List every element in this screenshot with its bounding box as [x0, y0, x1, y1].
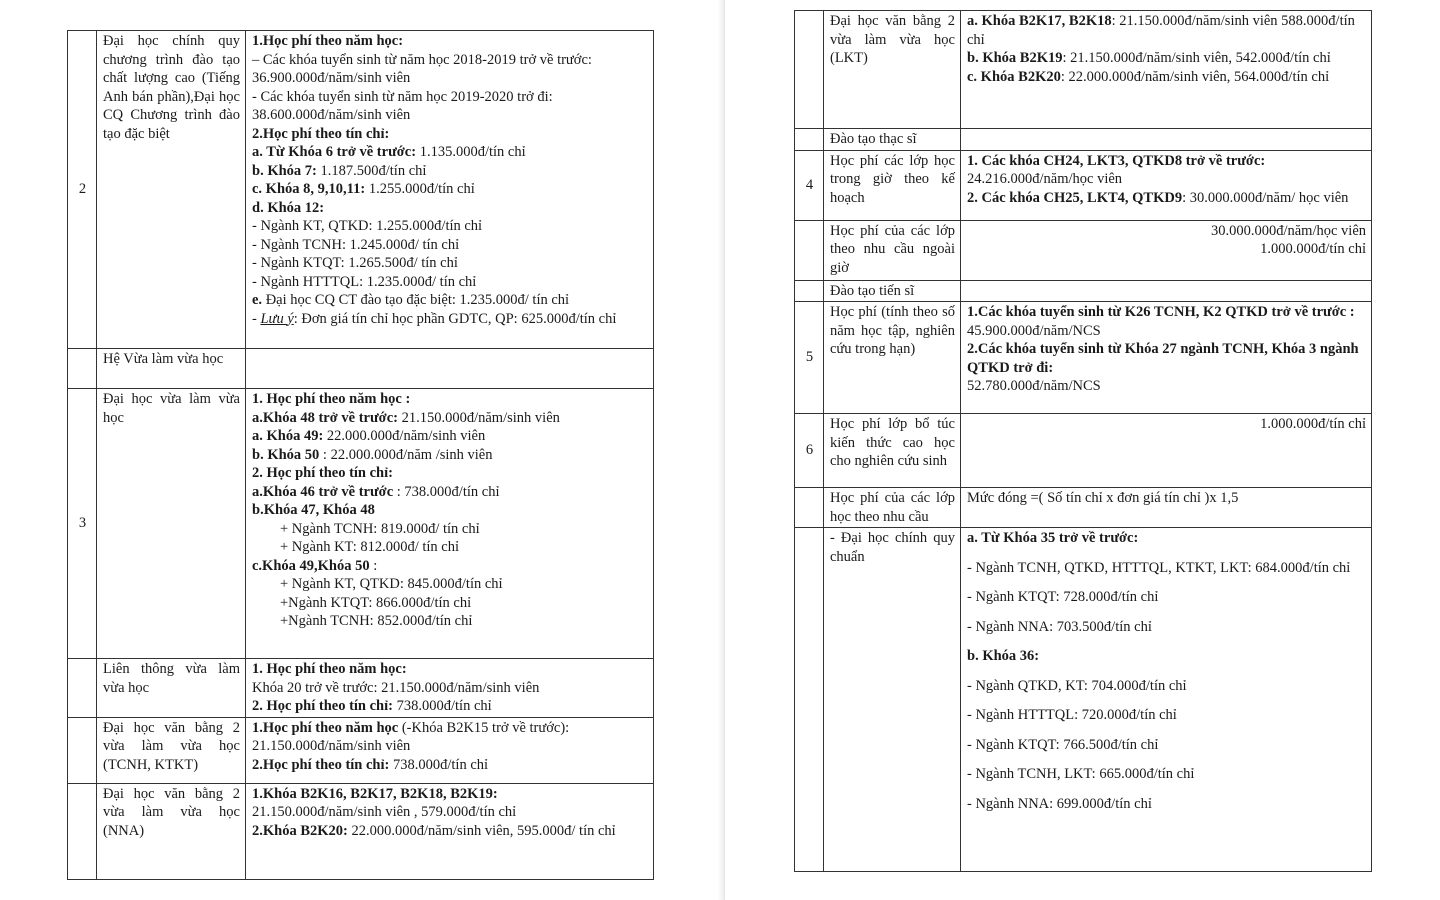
fee-line-text: : Đơn giá tín chỉ học phần GDTC, QP: 625.000đ/tín chỉ	[293, 310, 617, 327]
fee-detail-cell	[246, 783, 654, 879]
fee-line	[967, 340, 1366, 377]
fee-table-row	[795, 488, 1372, 528]
program-name-cell: Học phí của các lớp theo nhu cầu ngoài giờ	[824, 220, 961, 280]
fee-line-text: - Ngành NNA: 699.000đ/tín chỉ	[967, 795, 1152, 812]
fee-line-text: 1.000.000đ/tín chỉ	[1260, 416, 1366, 432]
fee-line	[252, 236, 648, 255]
fee-line-label: e.	[252, 292, 263, 308]
fee-line	[252, 697, 648, 716]
fee-line-text: 1.Khóa B2K16, B2K17, B2K18, B2K19:	[252, 785, 498, 802]
fee-line-label: 1.Học phí theo năm học	[252, 719, 399, 736]
fee-line	[252, 483, 648, 502]
fee-line	[252, 756, 648, 775]
fee-table-row	[795, 220, 1372, 280]
fee-table-row	[795, 528, 1372, 872]
fee-line-text: - Ngành KT, QTKD: 1.255.000đ/tín chỉ	[252, 218, 483, 234]
fee-line	[967, 618, 1366, 637]
fee-detail-cell	[961, 11, 1372, 129]
fee-detail-cell	[246, 659, 654, 718]
fee-line-text: : 21.150.000đ/năm/sinh viên, 542.000đ/tín chỉ	[1062, 50, 1331, 66]
fee-line	[967, 189, 1366, 208]
row-number-cell	[68, 717, 97, 783]
fee-line-text: 738.000đ/tín chỉ	[389, 756, 489, 773]
fee-line-label: a. Khóa B2K17, B2K18	[967, 13, 1112, 29]
fee-detail-cell	[961, 302, 1372, 414]
fee-line-text: 1.000.000đ/tín chỉ	[1260, 241, 1366, 257]
program-name-cell: Đại học văn bằng 2 vừa làm vừa học (TCNH, KTKT)	[97, 717, 246, 783]
row-number-cell: 3	[68, 389, 97, 659]
fee-line-text: : 22.000.000đ/năm/sinh viên, 564.000đ/tín chỉ	[1060, 68, 1330, 85]
fee-line	[252, 199, 648, 218]
fee-line-text: - Ngành KTQT: 766.500đ/tín chỉ	[967, 736, 1159, 753]
fee-line-text: 21.150.000đ/năm/sinh viên , 579.000đ/tín chỉ	[252, 804, 517, 820]
program-name-cell: Đại học văn bằng 2 vừa làm vừa học (NNA)	[97, 783, 246, 879]
fee-line	[252, 32, 648, 51]
fee-line	[252, 143, 648, 162]
row-number-cell	[68, 783, 97, 879]
fee-line-text: Mức đóng =( Số tín chỉ x đơn giá tín chỉ )x 1,5	[967, 490, 1239, 506]
fee-line-text: : 738.000đ/tín chỉ	[393, 483, 500, 500]
bullet-mark: -	[252, 310, 261, 327]
fee-line	[967, 322, 1366, 341]
fee-line	[967, 588, 1366, 607]
fee-line-label: 2.Khóa B2K20:	[252, 822, 348, 839]
fee-line-text: 1.Các khóa tuyển sinh từ K26 TCNH, K2 QTKD trở về trước :	[967, 304, 1355, 320]
fee-line	[252, 88, 648, 125]
fee-line-text: 1.135.000đ/tín chỉ	[416, 144, 526, 160]
fee-line-text: +Ngành KTQT: 866.000đ/tín chỉ	[280, 594, 472, 611]
program-name-cell: Học phí (tính theo số năm học tập, nghiên cứu trong hạn)	[824, 302, 961, 414]
right-document-page	[725, 0, 1440, 900]
fee-table-row	[68, 659, 654, 718]
fee-line	[252, 273, 648, 292]
program-name-cell: - Đại học chính quy chuẩn	[824, 528, 961, 872]
fee-line-text: - Ngành HTTTQL: 720.000đ/tín chỉ	[967, 707, 1177, 723]
fee-line-text: 22.000.000đ/năm/sinh viên, 595.000đ/ tín chỉ	[347, 822, 616, 839]
fee-line-label: d. Khóa 12:	[252, 199, 325, 216]
fee-line-text: 1.Học phí theo năm học:	[252, 33, 404, 49]
row-number-cell	[795, 528, 824, 872]
fee-line-text: 21.150.000đ/năm/sinh viên	[397, 409, 560, 426]
fee-line-label: 2.Học phí theo tín chỉ:	[252, 756, 390, 773]
fee-line-label: c.Khóa 49	[252, 557, 315, 574]
fee-line	[967, 49, 1366, 68]
fee-line-text: :	[369, 557, 378, 574]
fee-line	[252, 501, 648, 520]
row-number-cell	[795, 129, 824, 151]
fee-line	[967, 559, 1366, 578]
row-number-cell: 6	[795, 414, 824, 488]
fee-line-label: c. Khóa 8, 9,10,11:	[252, 181, 366, 197]
fee-line-text: 30.000.000đ/năm/học viên	[1210, 222, 1366, 239]
fee-line-text: – Các khóa tuyển sinh từ năm học 2018-2019 trở về trước: 36.900.000đ/năm/sinh viên	[252, 51, 592, 86]
fee-line	[967, 677, 1366, 696]
right-fee-table	[794, 10, 1372, 872]
fee-line-text: : 22.000.000đ/năm /sinh viên	[319, 446, 493, 463]
fee-line	[252, 180, 648, 199]
fee-table-row	[795, 150, 1372, 220]
fee-detail-cell	[961, 414, 1372, 488]
fee-line	[252, 409, 648, 428]
fee-line-text: - Ngành HTTTQL: 1.235.000đ/ tín chỉ	[252, 273, 477, 290]
fee-line	[967, 765, 1366, 784]
program-name-cell: Liên thông vừa làm vừa học	[97, 659, 246, 718]
fee-line-text: 45.900.000đ/năm/NCS	[967, 322, 1101, 339]
fee-line	[252, 785, 648, 804]
fee-line	[252, 822, 648, 841]
fee-line	[252, 575, 648, 594]
fee-line-text: 2.Các khóa tuyển sinh từ Khóa 27 ngành TCNH, Khóa 3 ngành QTKD trở đi:	[967, 341, 1359, 376]
fee-line	[967, 647, 1366, 666]
fee-line	[252, 719, 648, 756]
row-number-cell	[795, 280, 824, 302]
fee-line	[252, 520, 648, 539]
fee-line-text: Khóa 20 trở về trước: 21.150.000đ/năm/sinh viên	[252, 679, 540, 696]
fee-line-text: - Ngành TCNH: 1.245.000đ/ tín chỉ	[252, 236, 460, 253]
fee-detail-cell	[961, 488, 1372, 528]
program-name-cell: Học phí các lớp học trong giờ theo kế hoạch	[824, 150, 961, 220]
fee-line	[252, 660, 648, 679]
row-number-cell	[795, 488, 824, 528]
row-number-cell: 2	[68, 31, 97, 349]
fee-line-text: - Ngành KTQT: 728.000đ/tín chỉ	[967, 589, 1159, 605]
fee-line-text: - Các khóa tuyển sinh từ năm học 2019-2020 trở đi: 38.600.000đ/năm/sinh viên	[252, 88, 553, 123]
fee-line-text: 22.000.000đ/năm/sinh viên	[323, 428, 486, 444]
fee-line-text: 1. Học phí theo năm học:	[252, 661, 407, 677]
fee-line	[967, 736, 1366, 755]
fee-line	[967, 152, 1366, 171]
fee-table-row	[68, 783, 654, 879]
program-name-cell: Học phí lớp bổ túc kiến thức cao học cho nghiên cứu sinh	[824, 414, 961, 488]
fee-line-text: (-Khóa B2K15 trở về trước): 21.150.000đ/năm/sinh viên	[252, 719, 570, 754]
row-number-cell: 4	[795, 150, 824, 220]
fee-table-row	[795, 414, 1372, 488]
program-name-cell: Đại học văn bằng 2 vừa làm vừa học (LKT)	[824, 11, 961, 129]
fee-line	[252, 390, 648, 409]
note-label: Lưu ý	[260, 310, 294, 327]
fee-line	[252, 125, 648, 144]
fee-table-row	[795, 11, 1372, 129]
fee-table-row	[68, 389, 654, 659]
fee-table-row	[795, 280, 1372, 302]
program-name-cell: Đào tạo tiến sĩ	[824, 280, 961, 302]
program-name-cell: Hệ Vừa làm vừa học	[97, 349, 246, 389]
row-number-cell	[795, 11, 824, 129]
fee-line	[967, 377, 1366, 396]
fee-line	[252, 538, 648, 557]
fee-line	[252, 217, 648, 236]
fee-detail-cell	[246, 31, 654, 349]
fee-line-label: a.Khóa 48 trở về trước:	[252, 409, 398, 426]
fee-line-text: - Ngành TCNH, QTKD, HTTTQL, KTKT, LKT: 684.000đ/tín chỉ	[967, 559, 1351, 576]
fee-line	[967, 415, 1366, 434]
fee-line	[967, 489, 1366, 508]
fee-line-text: : 30.000.000đ/năm/ học viên	[1182, 189, 1349, 206]
fee-line-text: 24.216.000đ/năm/học viên	[967, 171, 1123, 187]
fee-line	[967, 303, 1366, 322]
left-fee-table	[67, 30, 654, 880]
fee-line-text: - Ngành TCNH, LKT: 665.000đ/tín chỉ	[967, 766, 1195, 782]
fee-line-text: 1.255.000đ/tín chỉ	[365, 181, 475, 197]
fee-detail-cell	[961, 280, 1372, 302]
fee-line-label: b. Khóa 7:	[252, 162, 317, 179]
fee-line	[252, 162, 648, 181]
program-name-cell: Đào tạo thạc sĩ	[824, 129, 961, 151]
fee-line	[252, 51, 648, 88]
fee-table-row	[795, 129, 1372, 151]
fee-table-row	[795, 302, 1372, 414]
fee-line-text: + Ngành KT: 812.000đ/ tín chỉ	[280, 539, 460, 555]
fee-line-label: a.Khóa 46 trở về trước	[252, 483, 394, 500]
program-name-cell: Đại học vừa làm vừa học	[97, 389, 246, 659]
fee-table-row	[68, 31, 654, 349]
fee-line	[252, 594, 648, 613]
fee-line-label: c. Khóa B2K20	[967, 68, 1061, 85]
fee-detail-cell	[246, 389, 654, 659]
fee-line	[967, 222, 1366, 241]
fee-detail-cell	[961, 528, 1372, 872]
fee-line-label: b. Khóa 50	[252, 446, 320, 463]
fee-line-text: + Ngành TCNH: 819.000đ/ tín chỉ	[280, 520, 480, 537]
program-name-cell: Học phí của các lớp học theo nhu cầu	[824, 488, 961, 528]
row-number-cell: 5	[795, 302, 824, 414]
fee-line	[967, 68, 1366, 87]
fee-line	[967, 12, 1366, 49]
fee-line	[252, 464, 648, 483]
fee-line-text: 52.780.000đ/năm/NCS	[967, 378, 1101, 394]
row-number-cell	[795, 220, 824, 280]
fee-line-label: a. Từ Khóa 6 trở về trước:	[252, 144, 417, 160]
fee-line	[252, 446, 648, 465]
fee-detail-cell	[246, 349, 654, 389]
row-number-cell	[68, 349, 97, 389]
fee-line-text: Đại học CQ CT đào tạo đặc biệt: 1.235.000đ/ tín chỉ	[262, 292, 570, 308]
fee-line	[252, 612, 648, 631]
row-number-cell	[68, 659, 97, 718]
fee-line	[967, 240, 1366, 259]
fee-line-text: 1.187.500đ/tín chỉ	[316, 162, 427, 179]
fee-line	[252, 291, 648, 310]
fee-line-label: b. Khóa B2K19	[967, 50, 1063, 66]
fee-line-label: ,Khóa 50	[314, 557, 370, 574]
fee-line-text: - Ngành QTKD, KT: 704.000đ/tín chỉ	[967, 677, 1187, 694]
fee-line-text: + Ngành KT, QTKD: 845.000đ/tín chỉ	[280, 576, 503, 592]
fee-line	[252, 310, 648, 329]
fee-line	[967, 529, 1366, 548]
fee-line-text: b. Khóa 36:	[967, 648, 1040, 664]
fee-line-label: a. Khóa 49:	[252, 428, 324, 444]
fee-line-label: 2. Các khóa CH25, LKT4, QTKD9	[967, 189, 1183, 206]
fee-line	[967, 795, 1366, 814]
fee-line-text: a. Từ Khóa 35 trở về trước:	[967, 530, 1139, 546]
fee-line-text: - Ngành KTQT: 1.265.500đ/ tín chỉ	[252, 255, 458, 271]
fee-line	[252, 679, 648, 698]
program-name-cell: Đại học chính quy chương trình đào tạo chất lượng cao (Tiếng Anh bán phần),Đại học CQ Chương trình đào tạo đặc biệt	[97, 31, 246, 349]
fee-detail-cell	[961, 220, 1372, 280]
fee-line	[967, 706, 1366, 725]
fee-line-text: 738.000đ/tín chỉ	[392, 698, 492, 714]
fee-line-text: 1. Học phí theo năm học :	[252, 391, 411, 407]
fee-line-text: +Ngành TCNH: 852.000đ/tín chỉ	[280, 613, 473, 629]
fee-table-row	[68, 717, 654, 783]
fee-detail-cell	[961, 150, 1372, 220]
fee-line-text: - Ngành NNA: 703.500đ/tín chỉ	[967, 618, 1152, 635]
fee-line	[252, 557, 648, 576]
fee-line	[252, 803, 648, 822]
fee-line-text: : 21.150.000đ/năm/sinh viên 588.000đ/tín chỉ	[967, 13, 1355, 48]
fee-line-text: b.Khóa 47, Khóa 48	[252, 502, 375, 518]
fee-line	[252, 254, 648, 273]
fee-line	[252, 427, 648, 446]
fee-line-text: 1. Các khóa CH24, LKT3, QTKD8 trở về trước:	[967, 152, 1266, 169]
fee-line-text: 2. Học phí theo tín chỉ:	[252, 465, 393, 481]
fee-line-text: 2.Học phí theo tín chỉ:	[252, 125, 390, 142]
fee-detail-cell	[246, 717, 654, 783]
fee-table-row	[68, 349, 654, 389]
fee-line-label: 2. Học phí theo tín chỉ:	[252, 698, 393, 714]
fee-detail-cell	[961, 129, 1372, 151]
fee-line	[967, 170, 1366, 189]
